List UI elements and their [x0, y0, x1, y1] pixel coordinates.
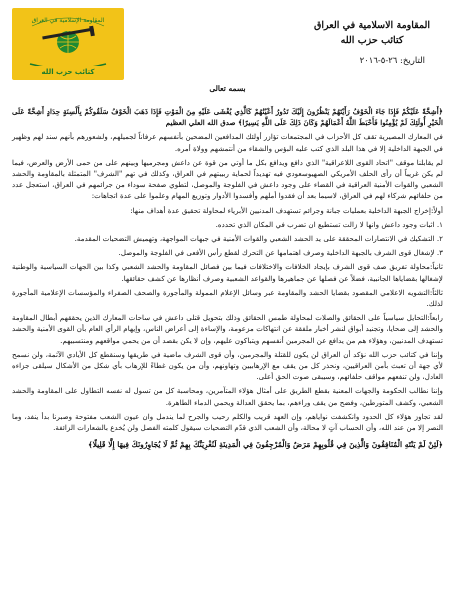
- statement-body: [0, 92, 455, 451]
- paragraph: لم يقابلنا موقف "اتحاد القوى اللاعراقية" الذي دافع ويدافع بكل ما أوتي من قوة عن داعش ومجرميها وبينهم على من حمى الأرض والعرض، فيما لم يكن غريباً أن رأى الحلف الأمريكي الصهيوسعودي فيه تهديداً لحماية ربيبتهم في العراق، وكذلك في تهم "الشرف" المتمثلة بالمقاومة والحشد الشعبي والقوات الأمنية العراقية في القضاء على وجود داعش في الفلوجة والموصل، لتطوي صفحة سوداء من جرائمهم في العراق، استعجل عدد من حلفائهم شركاء لهم في العراق، لاسيما بعد أن فقدوا أملهم وأفسدوا الأدوار وتوزيع المهام وعلموا على عدة اتجاهات:: [12, 157, 443, 201]
- paragraph: ثالثاً:التشويه الاعلامي المقصود بقضايا الحشد والمقاومة عبر وسائل الإعلام الممولة والمأجورة والصحف الصفراء والمؤسسات الإعلامية المأجورة لذلك.: [12, 287, 443, 309]
- logo-arc-text: المقاومة الإسلامية في العراق: [31, 17, 105, 24]
- list-item: ٣. لإشغال قوى الشرف بالجبهة الداخلية وصرف اهتمامها عن التحرك لقطع رأس الأفعى في الفلوجة والموصل.: [118, 248, 443, 258]
- list-item: ١. اثبات وجود داعش وانها لا زالت تستطيع ان تضرب في المكان الذي تحدده.: [215, 219, 443, 229]
- paragraph: رابعاً:التحايل سياسياً على الحقائق والصلات لمحاولة طمس الحقائق وذلك بتحويل قتلى داعش في ساحات المعارك الذين يحققهم أبطال المقاومة والحشد إلى ضحايا، وتجنيد أبواق لنشر أخبار ملفقة عن انتهاكات مزعومة، والإساءة إلى أعراض الناس، وإيهام الرأي العام بأن القوى الأمنية والحشد تستهدف المدنيين، وهؤلاء هم من يدافع عن المجرمين أنفسهم ويتباكون عليهم، وإن لا يكن بقصد أن من يحمي مواقعهم ومنتسبيهم.: [12, 313, 443, 345]
- paragraph: وإننا نطالب الحكومة والجهات المعنية بقطع الطريق على أمثال هؤلاء المتآمرين، ومحاسبة كل من تسول له نفسه التطاول على المقاومة والحشد الشعبي، وكشف المتورطين، وفضح من يقف وراءهم، بما يحقق العدالة ويحمي الدماء الطاهرة.: [12, 386, 443, 407]
- quran-verse: ﴿أَشِحَّةً عَلَيْكُمْ فَإِذَا جَاءَ الْخَوْفُ رَأَيْتَهُمْ يَنْظُرُونَ إِلَيْكَ تَدُورُ أَعْيُنُهُمْ كَالَّذِي يُغْشَى عَلَيْهِ مِنَ الْمَوْتِ فَإِذَا ذَهَبَ الْخَوْفُ سَلَقُوكُمْ بِأَلْسِنَةٍ حِدَادٍ أَشِحَّةً عَلَى الْخَيْرِ أُولَئِكَ لَمْ يُؤْمِنُوا فَأَحْبَطَ اللَّهُ أَعْمَالَهُمْ وَكَانَ ذَلِكَ عَلَى اللَّهِ يَسِيرًا﴾ صدق الله العلي العظيم: [12, 107, 443, 128]
- paragraph: لقد تجاوز هؤلاء كل الحدود وانكشفت نواياهم، وإن العهد قريب والكلم رحيب والجرح لما يندمل وان عيون الشعب مفتوحة وصبرنا بدأ ينفد، وما النصر إلا من عند الله، وأن الحساب آتٍ لا محالة، وأن الشعب الذي قدّم التضحيات سيقول كلمته الفصل ولن يُخدع بالشعارات الزائفة.: [12, 411, 443, 433]
- logo-caption-text: كتائب حزب الله: [41, 68, 95, 76]
- quran-verse: ﴿لَئِنْ لَمْ يَنْتَهِ الْمُنَافِقُونَ وَالَّذِينَ فِي قُلُوبِهِمْ مَرَضٌ وَالْمُرْجِفُونَ فِي الْمَدِينَةِ لَنُغْرِيَنَّكَ بِهِمْ ثُمَّ لَا يُجَاوِرُونَكَ فِيهَا إِلَّا قَلِيلًا﴾: [88, 440, 443, 450]
- paragraph: ثانياً:محاولة تفريق صف قوى الشرف بإيجاد الخلافات والاختلافات فيما بين فصائل المقاومة والحشد الشعبي وكذا بين الجهات السياسية والوطنية لإشغالها بقضاياها الجانبية، فضلاً عن فصلها عن جماهيرها والقواعد الشعبية وصرف أنظارها عن كشف حقائقها.: [12, 262, 443, 283]
- organization-logo: [12, 8, 124, 80]
- org-name-line2: كتائب حزب الله: [340, 35, 404, 46]
- letterhead: [0, 0, 455, 92]
- document-date: التاريخ: ٢٦-٥-٢٠١٦: [359, 56, 425, 66]
- list-item: ٢. التشكيك في الانتصارات المحققة على يد الحشد الشعبي والقوات الأمنية في جبهات المواجهة، وتهميش التضحيات المقدمة.: [74, 234, 443, 244]
- paragraph: وإننا في كتائب حزب الله نؤكد أن العراق لن يكون للقتلة والمجرمين، وأن قوى الشرف ماضية في طريقها وسنقطع كل الأيادي الآثمة، ولن نسمح لأي جهة أن تعبث بأمن العراقيين، ونحذر كل من يقف مع الإرهابيين وتهاونهم، وأن من يكون غطاءً للإرهاب بأي شكل من الأشكال سيلقى جزاءه العادل، ولن تنفعهم مواقف حلفائهم، وسيبقى صوت الحق أعلى.: [12, 349, 443, 382]
- paragraph: في المعارك المصيرية تقف كل الأحزاب في المجتمعات تؤازر أولئك المدافعين المضحين بأنفسهم عرفاناً لجميلهم، ولشعورهم بأنهم سند لهم وظهير في الجبهة الداخلية إلا في هذا البلد الذي كتب عليه البؤس والشقاء من أنتمشهم وولاة أمره.: [12, 132, 443, 153]
- basmala: بسمه تعالى: [209, 84, 246, 93]
- org-name-line1: المقاومة الاسلامية في العراق: [314, 20, 430, 31]
- organization-block: [297, 18, 447, 69]
- paragraph: أولاً:إخراج الجبهة الداخلية بعمليات جبانة وجرائم تستهدف المدنيين الأبرياء لمحاولة تحقيق عدة أهداف منها:: [130, 205, 443, 215]
